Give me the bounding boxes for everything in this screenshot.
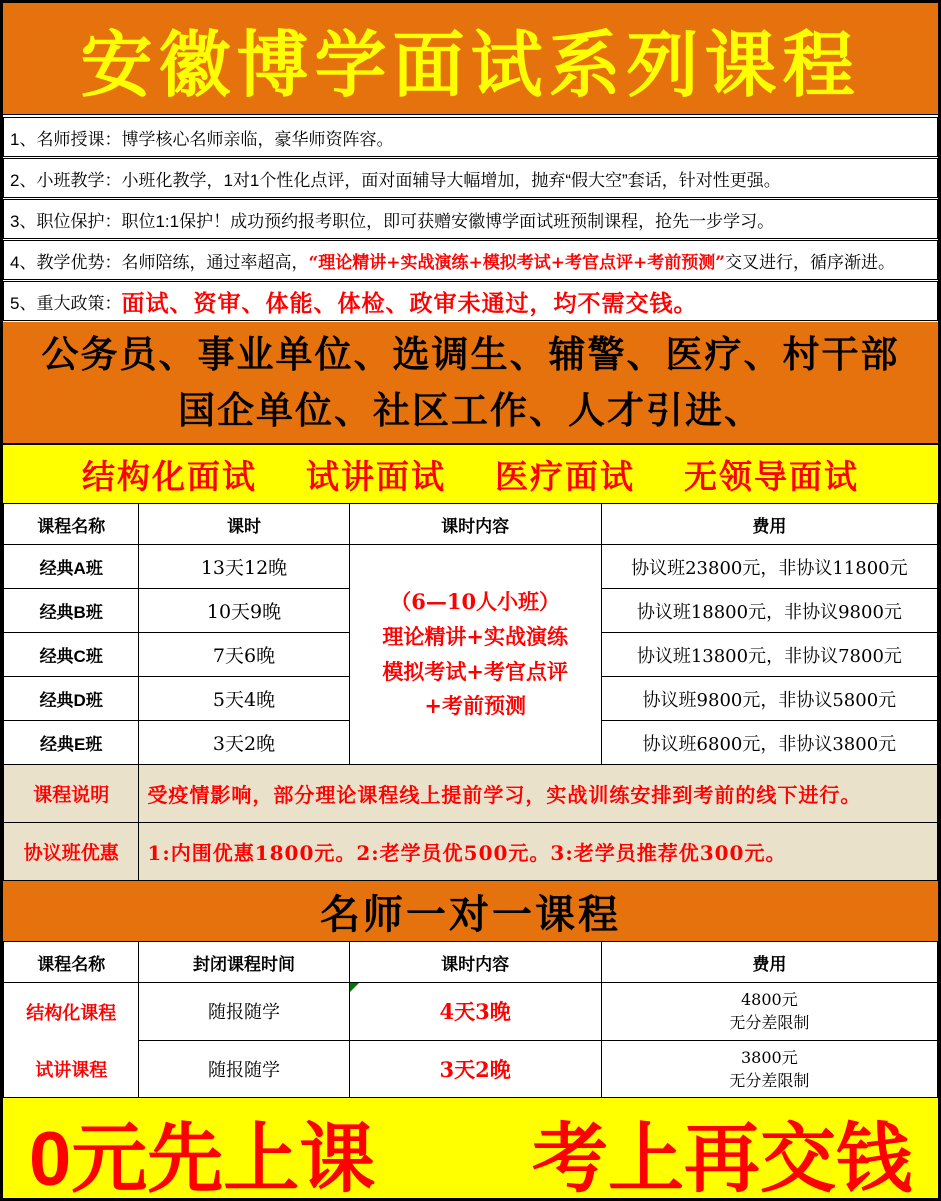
course-name-lecture: 试讲课程 xyxy=(35,1059,108,1081)
one-on-one-title: 名师一对一课程 xyxy=(320,892,621,937)
fee-cell: 协议班23800元，非协议11800元 xyxy=(601,545,937,589)
course-name-cell: 经典D班 xyxy=(4,677,139,721)
page-title: 安徽博学面试系列课程 xyxy=(80,21,861,107)
header-course-name: 课程名称 xyxy=(4,504,139,545)
feature-label: 1、名师授课： xyxy=(10,129,122,149)
interview-type-leaderless: 无领导面试 xyxy=(684,457,859,495)
fee-cell: 协议班18800元，非协议9800元 xyxy=(601,589,937,633)
header-schedule: 封闭课程时间 xyxy=(139,942,349,983)
course-content-cell xyxy=(349,545,601,765)
fee-cell xyxy=(601,983,937,1041)
feature-text: 交叉进行，循序渐进。 xyxy=(725,252,896,272)
feature-row-2 xyxy=(3,158,938,198)
duration-cell xyxy=(349,983,601,1041)
duration-cell: 10天9晚 xyxy=(139,589,349,633)
course-name-cell: 经典E班 xyxy=(4,721,139,765)
banner-right-text: 考上再交钱 xyxy=(532,1117,912,1201)
interview-type-structured: 结构化面试 xyxy=(82,457,257,495)
fee-cell: 协议班9800元，非协议5800元 xyxy=(601,677,937,721)
fee-condition: 无分差限制 xyxy=(729,1013,810,1033)
feature-highlight: “理论精讲+实战演练+模拟考试+考官点评+考前预测” xyxy=(308,252,726,273)
feature-policy-text: 面试、资审、体能、体检、政审未通过，均不需交钱。 xyxy=(121,289,698,317)
fee-cell: 协议班13800元，非协议7800元 xyxy=(601,633,937,677)
schedule-cell: 随报随学 xyxy=(139,983,349,1041)
course-name-cell: 经典C班 xyxy=(4,633,139,677)
course-row-a xyxy=(4,545,938,589)
jobs-banner xyxy=(3,322,938,445)
interview-types-bar xyxy=(3,445,938,503)
note-label-cell: 课程说明 xyxy=(4,765,139,823)
feature-label: 5、重大政策： xyxy=(10,293,122,313)
header-fee: 费用 xyxy=(601,504,937,545)
feature-row-4 xyxy=(3,240,938,280)
feature-text: 博学核心名师亲临，豪华师资阵容。 xyxy=(121,129,394,149)
course-name-cell xyxy=(4,983,139,1098)
title-banner xyxy=(3,3,938,115)
one-on-one-banner xyxy=(3,881,938,941)
banner-left-text: 0元先上课 xyxy=(29,1117,376,1201)
fee-amount: 3800元 xyxy=(741,1047,798,1067)
schedule-cell: 随报随学 xyxy=(139,1040,349,1098)
jobs-line-2: 国企单位、社区工作、人才引进、 xyxy=(178,389,763,431)
feature-label: 4、教学优势： xyxy=(10,252,122,272)
feature-text: 职位1:1保护！成功预约报考职位，即可获赠安徽博学面试班预制课程，抢先一步学习。 xyxy=(121,211,775,231)
fee-condition: 无分差限制 xyxy=(729,1070,810,1090)
course-note-row xyxy=(4,765,938,823)
jobs-line-1: 公务员、事业单位、选调生、辅警、医疗、村干部 xyxy=(41,333,900,375)
feature-label: 3、职位保护： xyxy=(10,211,122,231)
feature-list xyxy=(3,115,938,322)
interview-type-lecture: 试讲面试 xyxy=(306,457,446,495)
one-on-one-row-2 xyxy=(4,1040,938,1098)
content-line: 理论精讲+实战演练 xyxy=(382,623,568,649)
excel-comment-marker-icon xyxy=(350,983,359,992)
one-on-one-table xyxy=(3,941,938,1098)
header-course-name: 课程名称 xyxy=(4,942,139,983)
duration-cell: 13天12晚 xyxy=(139,545,349,589)
content-line: （6—10人小班） xyxy=(390,589,561,615)
feature-row-1 xyxy=(3,117,938,157)
header-content: 课时内容 xyxy=(349,504,601,545)
course-name-cell: 经典B班 xyxy=(4,589,139,633)
content-line: 模拟考试+考官点评 xyxy=(382,658,568,684)
fee-amount: 4800元 xyxy=(741,990,798,1010)
note-label-cell: 协议班优惠 xyxy=(4,823,139,881)
one-on-one-header-row xyxy=(4,942,938,983)
duration-cell: 3天2晚 xyxy=(139,721,349,765)
header-fee: 费用 xyxy=(601,942,937,983)
fee-cell: 协议班6800元，非协议3800元 xyxy=(601,721,937,765)
one-on-one-row-1 xyxy=(4,983,938,1041)
feature-text: 名师陪练，通过率超高， xyxy=(121,252,309,272)
note-text-cell: 受疫情影响，部分理论课程线上提前学习，实战训练安排到考前的线下进行。 xyxy=(139,765,938,823)
header-content: 课时内容 xyxy=(349,942,601,983)
bottom-banner xyxy=(3,1098,938,1201)
header-hours: 课时 xyxy=(139,504,349,545)
feature-row-3 xyxy=(3,199,938,239)
interview-type-medical: 医疗面试 xyxy=(495,457,635,495)
course-name-structured: 结构化课程 xyxy=(26,1002,117,1024)
duration-cell xyxy=(349,1040,601,1098)
duration-text: 3天2晚 xyxy=(439,1056,511,1082)
course-name-cell: 经典A班 xyxy=(4,545,139,589)
duration-text: 4天3晚 xyxy=(439,999,511,1025)
feature-label: 2、小班教学： xyxy=(10,170,122,190)
duration-cell: 7天6晚 xyxy=(139,633,349,677)
content-line: +考前预测 xyxy=(424,693,526,719)
discount-note-row xyxy=(4,823,938,881)
feature-text: 小班化教学，1对1个性化点评，面对面辅导大幅增加，抛弃“假大空”套话，针对性更强。 xyxy=(121,170,781,190)
course-table-header-row xyxy=(4,504,938,545)
course-table xyxy=(3,503,938,881)
feature-row-5 xyxy=(3,281,938,321)
note-text-cell: 1:内围优惠1800元。2:老学员优500元。3:老学员推荐优300元。 xyxy=(139,823,938,881)
fee-cell xyxy=(601,1040,937,1098)
duration-cell: 5天4晚 xyxy=(139,677,349,721)
